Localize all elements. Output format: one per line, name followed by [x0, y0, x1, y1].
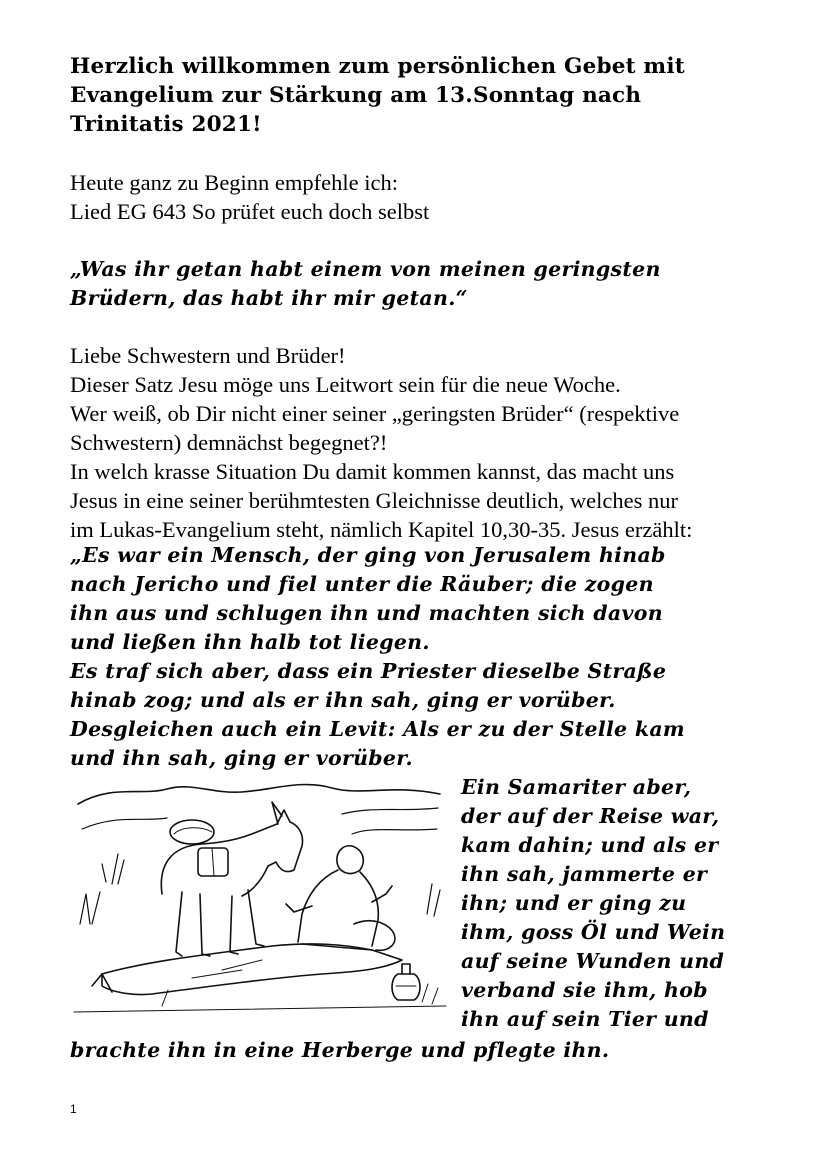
scripture-line: ihn sah, jammerte er [461, 862, 708, 886]
heading-line: Herzlich willkommen zum persönlichen Gebet mit [70, 54, 685, 79]
scripture-line: hinab zog; und als er ihn sah, ging er vorüber. [70, 688, 616, 712]
scripture-line: ihn auf sein Tier und [461, 1007, 709, 1031]
motto-line: Brüdern, das habt ihr mir getan.“ [70, 286, 468, 310]
motto-line: „Was ihr getan habt einem von meinen geringsten [70, 257, 661, 281]
body-line: Schwestern) demnächst begegnet?! [70, 430, 388, 455]
scripture-side-column [461, 773, 725, 1034]
intro-line: Lied EG 643 So prüfet euch doch selbst [70, 199, 430, 224]
page-heading [70, 52, 770, 139]
heading-line: Evangelium zur Stärkung am 13.Sonntag nach [70, 83, 642, 108]
scripture-line: und ließen ihn halb tot liegen. [70, 630, 430, 654]
page-number: 1 [70, 1102, 77, 1116]
body-line: In welch krasse Situation Du damit kommen kannst, das macht uns [70, 459, 675, 484]
scripture-line: verband sie ihm, hob [461, 978, 708, 1002]
scripture-line: kam dahin; und als er [461, 833, 719, 857]
body-line: Dieser Satz Jesu möge uns Leitwort sein für die neue Woche. [70, 372, 621, 397]
scripture-line: nach Jericho und fiel unter die Räuber; die zogen [70, 572, 654, 596]
intro-paragraph [70, 168, 429, 226]
good-samaritan-illustration [72, 774, 448, 1018]
body-paragraph [70, 341, 692, 544]
body-line: im Lukas-Evangelium steht, nämlich Kapitel 10,30-35. Jesus erzählt: [70, 517, 693, 542]
body-line: Jesus in eine seiner berühmtesten Gleichnisse deutlich, welches nur [70, 488, 678, 513]
scripture-line: Desgleichen auch ein Levit: Als er zu der Stelle kam [70, 717, 685, 741]
scripture-line: „Es war ein Mensch, der ging von Jerusalem hinab [70, 543, 666, 567]
scripture-line: Es traf sich aber, dass ein Priester dieselbe Straße [70, 659, 667, 683]
scripture-line: Ein Samariter aber, [461, 775, 692, 799]
heading-line: Trinitatis 2021! [70, 112, 262, 137]
body-line: Liebe Schwestern und Brüder! [70, 343, 346, 368]
scripture-line: brachte ihn in eine Herberge und pflegte ihn. [70, 1038, 610, 1062]
scripture-line: und ihn sah, ging er vorüber. [70, 746, 413, 770]
body-line: Wer weiß, ob Dir nicht einer seiner „geringsten Brüder“ (respektive [70, 401, 680, 426]
scripture-passage [70, 541, 685, 773]
scripture-line: ihn aus und schlugen ihn und machten sich davon [70, 601, 663, 625]
intro-line: Heute ganz zu Beginn empfehle ich: [70, 170, 398, 195]
scripture-line: ihn; und er ging zu [461, 891, 687, 915]
scripture-closing [70, 1036, 609, 1065]
scripture-line: auf seine Wunden und [461, 949, 725, 973]
motto-quote [70, 255, 661, 313]
scripture-line: der auf der Reise war, [461, 804, 720, 828]
scripture-line: ihm, goss Öl und Wein [461, 920, 726, 944]
